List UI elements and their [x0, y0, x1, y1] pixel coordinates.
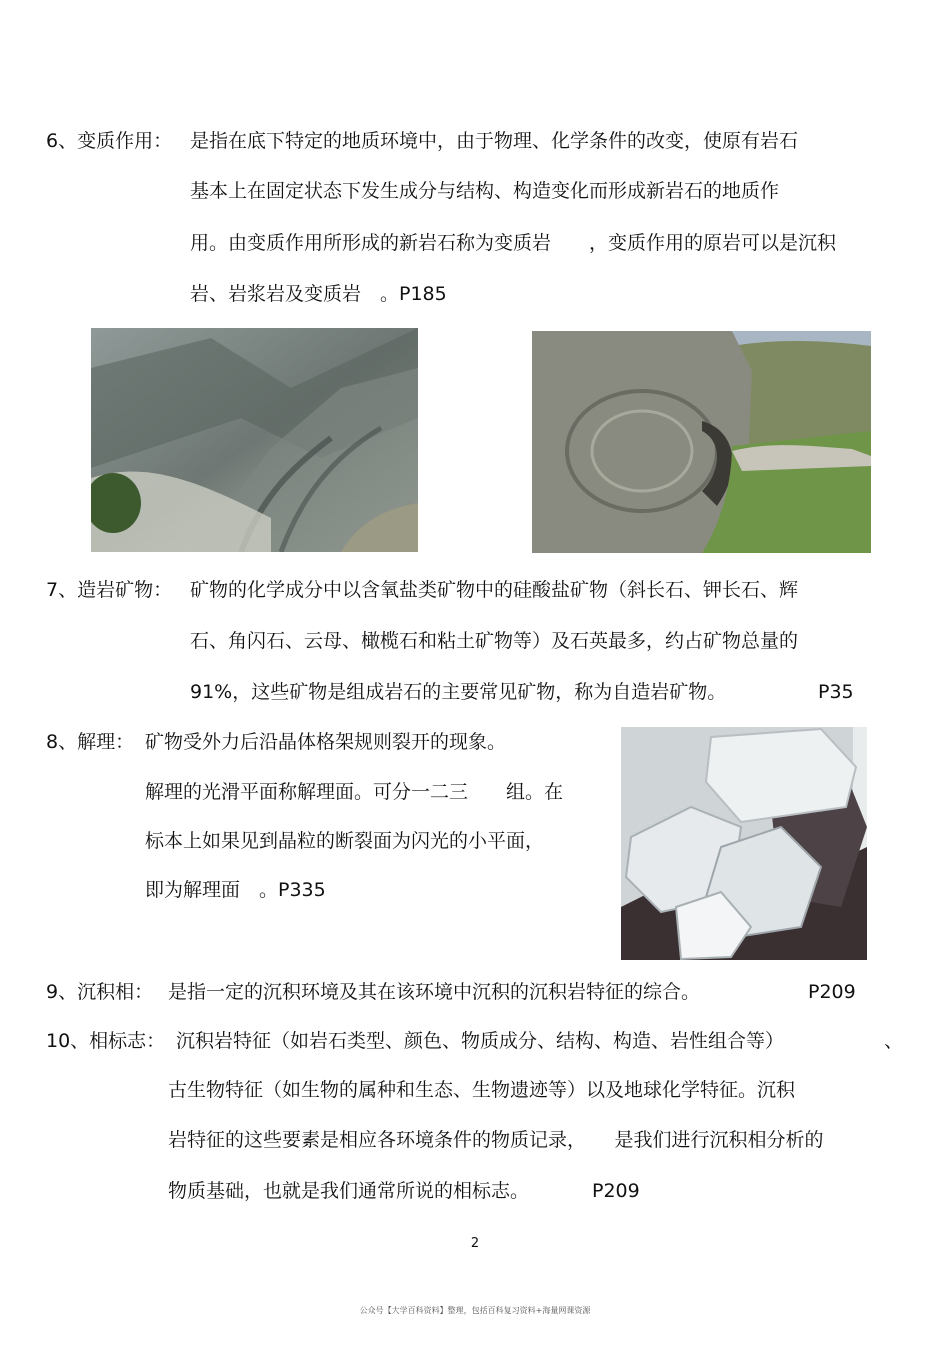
s8-line-4: 即为解理面 。P335 [145, 879, 326, 901]
calcite-crystal-photo [621, 727, 867, 960]
metamorphic-outcrop-photo [532, 331, 871, 553]
s10-line-3: 岩特征的这些要素是相应各环境条件的物质记录， 是我们进行沉积相分析的 [168, 1129, 824, 1151]
s10-line-1: 沉积岩特征（如岩石类型、颜色、物质成分、结构、构造、岩性组合等） [176, 1030, 785, 1052]
s9-label: 9、沉积相： [46, 981, 154, 1003]
s8-line-1: 矿物受外力后沿晶体格架规则裂开的现象。 [145, 731, 507, 753]
s10-line-2: 古生物特征（如生物的属种和生态、生物遗迹等）以及地球化学特征。沉积 [168, 1079, 796, 1101]
s6-line-2: 基本上在固定状态下发生成分与结构、构造变化而形成新岩石的地质作 [190, 180, 780, 202]
s7-line-1: 矿物的化学成分中以含氧盐类矿物中的硅酸盐矿物（斜长石、钾长石、辉 [190, 579, 799, 601]
s8-line-3: 标本上如果见到晶粒的断裂面为闪光的小平面， [145, 830, 545, 852]
s10-line-4: 物质基础，也就是我们通常所说的相标志。 [168, 1180, 530, 1202]
footer-note: 公众号【大学百科资料】整理，包括百科复习资料+海量网课资源 [359, 1306, 591, 1315]
s9-text: 是指一定的沉积环境及其在该环境中沉积的沉积岩特征的综合。 [168, 981, 701, 1003]
s7-line-2: 石、角闪石、云母、橄榄石和粘土矿物等）及石英最多，约占矿物总量的 [190, 630, 799, 652]
s7-line-3: 91%，这些矿物是组成岩石的主要常见矿物，称为自造岩矿物。 [190, 681, 727, 703]
s10-trail: 、 [884, 1030, 904, 1052]
s6-label: 6、变质作用： [46, 130, 173, 152]
page-number: 2 [470, 1236, 480, 1251]
s7-label: 7、造岩矿物： [46, 579, 173, 601]
s9-page-ref: P209 [808, 981, 856, 1003]
s10-page-ref: P209 [592, 1180, 640, 1202]
s6-line-3: 用。由变质作用所形成的新岩石称为变质岩 ，变质作用的原岩可以是沉积 [190, 232, 837, 254]
s10-label: 10、相标志： [46, 1030, 166, 1052]
folded-rock-cliff-photo [91, 328, 418, 552]
s8-line-2: 解理的光滑平面称解理面。可分一二三 组。在 [145, 781, 564, 803]
s7-page-ref: P35 [818, 681, 854, 703]
s8-label: 8、解理： [46, 731, 135, 753]
s6-line-1: 是指在底下特定的地质环境中，由于物理、化学条件的改变，使原有岩石 [190, 130, 799, 152]
s6-line-4: 岩、岩浆岩及变质岩 。P185 [190, 283, 447, 305]
